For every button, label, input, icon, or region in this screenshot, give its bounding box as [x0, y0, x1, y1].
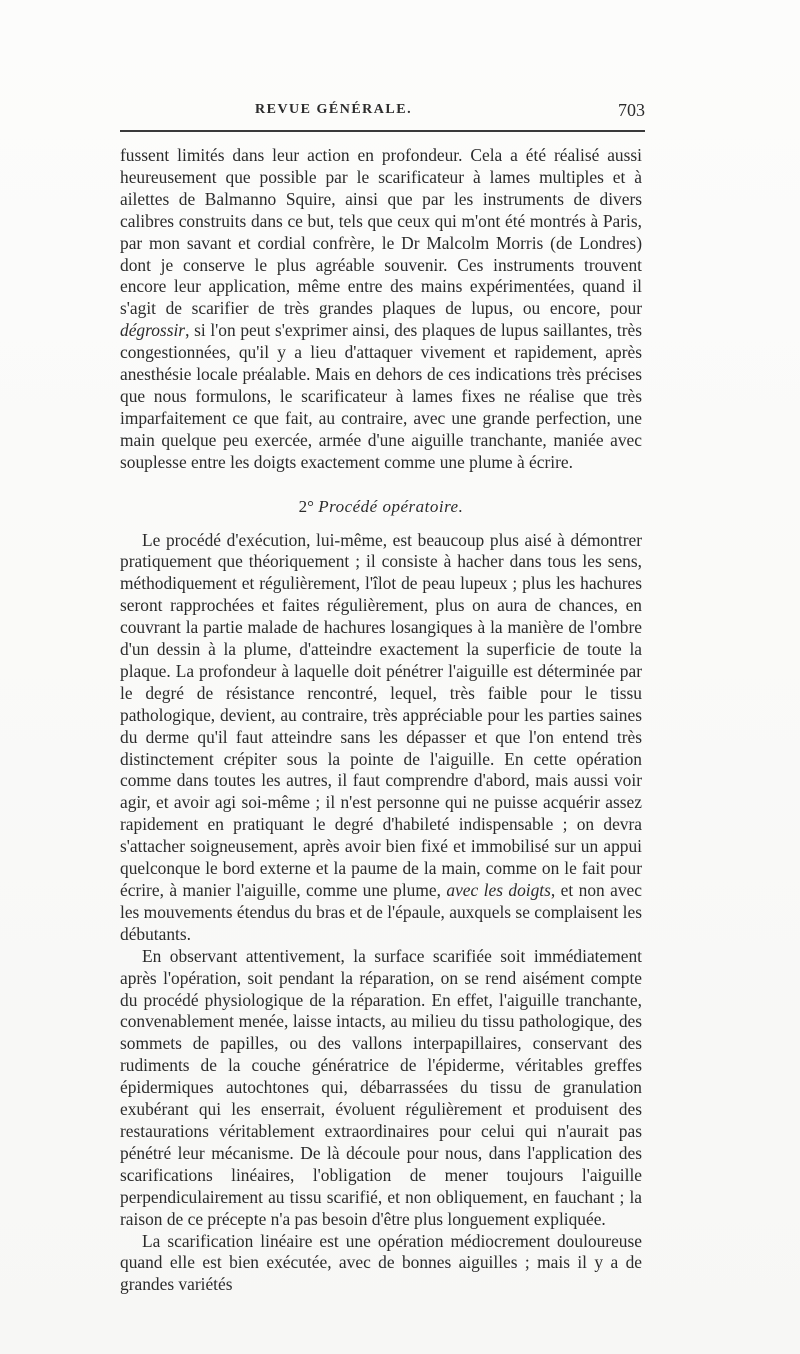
- paragraph-3: En observant attentivement, la surface scarifiée soit immédiatement après l'opération, soit pendant la réparation, on se rend aisément compte du procédé physiologique de la réparation. En effet, l'aiguille tranchante, convenablement menée, laisse intacts, au milieu du tissu pathologique, des sommets de papilles, ou des vallons interpapillaires, conservant des rudiments de la couche génératrice de l'épiderme, véritables greffes épidermiques autochtones qui, débarrassées du tissu de granulation exubérant qui les enserrait, évoluent régulièrement et produisent des restaurations véritablement extraordinaires pour celui qui n'aurait pas pénétré leur mécanisme. De là découle pour nous, dans l'application des scarifications linéaires, l'obligation de mener toujours l'aiguille perpendiculairement au tissu scarifié, et non obliquement, en fauchant ; la raison de ce précepte n'a pas besoin d'être plus longuement expliquée.: [120, 945, 642, 1229]
- paragraph-2-text: Le procédé d'exécution, lui-même, est beaucoup plus aisé à démontrer pratiquement que théoriquement ; il consiste à hacher dans tous les sens, méthodiquement et régulièrement, l'îlot de peau lupeux ; plus les hachures seront rapprochées et faites régulièrement, plus on aura de chances, en couvrant la partie malade de hachures losangiques à la manière de l'ombre d'un dessin à la plume, d'atteindre exactement la superficie de toute la plaque. La profondeur à laquelle doit pénétrer l'aiguille est déterminée par le degré de résistance rencontré, lequel, très faible pour le tissu pathologique, devient, au contraire, très appréciable pour les parties saines du derme qu'il faut atteindre sans les dépasser et que l'on entend très distinctement crépiter sous la pointe de l'aiguille. En cette opération comme dans toutes les autres, il faut comprendre d'abord, mais aussi voir agir, et avoir agi soi-même ; il n'est personne qui ne puisse acquérir assez rapidement en pratiquant le degré d'habileté indispensable ; on devra s'attacher soigneusement, après avoir bien fixé et immobilisé sur un appui quelconque le bord externe et la paume de la main, comme on le fait pour écrire, à manier l'aiguille, comme une plume,: [120, 529, 642, 900]
- running-title: REVUE GÉNÉRALE.: [255, 102, 413, 117]
- paragraph-1-emphasis: dégrossir: [120, 320, 186, 341]
- section-title: Procédé opératoire.: [318, 496, 464, 516]
- paragraph-1-text: fussent limités dans leur action en profondeur. Cela a été réalisé aussi heureusement que possible par le scarificateur à lames multiples et à ailettes de Balmanno Squire, ainsi que par les instruments de divers calibres construits dans ce but, tels que ceux qui m'ont été montrés à Paris, par mon savant et cordial confrère, le Dr Malcolm Morris (de Londres) dont je conserve le plus agréable souvenir. Ces instruments trouvent encore leur application, même entre des mains expérimentées, quand il s'agit de scarifier de très grandes plaques de lupus, ou encore, pour: [120, 145, 642, 319]
- section-heading: [120, 496, 642, 518]
- body-text: [120, 145, 642, 1296]
- paragraph-2-emphasis: avec les doigts: [446, 880, 551, 900]
- paragraph-1: [120, 145, 642, 474]
- paragraph-4: La scarification linéaire est une opération médiocrement douloureuse quand elle est bien exécutée, avec de bonnes aiguilles ; mais il y a de grandes variétés: [120, 1230, 642, 1295]
- paragraph-1-text-cont: , si l'on peut s'exprimer ainsi, des plaques de lupus saillantes, très congestionnées, qu'il y a lieu d'attaquer vivement et rapidement, après anesthésie locale préalable. Mais en dehors de ces indications très précises que nous formulons, le scarificateur à lames fixes ne réalise que très imparfaitement ce que fait, au contraire, avec une grande perfection, une main quelque peu exercée, armée d'une aiguille tranchante, maniée avec souplesse entre les doigts exactement comme une plume à écrire.: [120, 320, 642, 472]
- paragraph-2: [120, 530, 642, 946]
- page-number: 703: [618, 100, 645, 120]
- paragraph-2-text-cont: , et non avec les mouvements étendus du bras et de l'épaule, auxquels se complaisent les débutants.: [120, 880, 642, 944]
- page-header: [120, 100, 645, 122]
- section-number: 2°: [298, 496, 314, 516]
- header-rule: [120, 130, 645, 132]
